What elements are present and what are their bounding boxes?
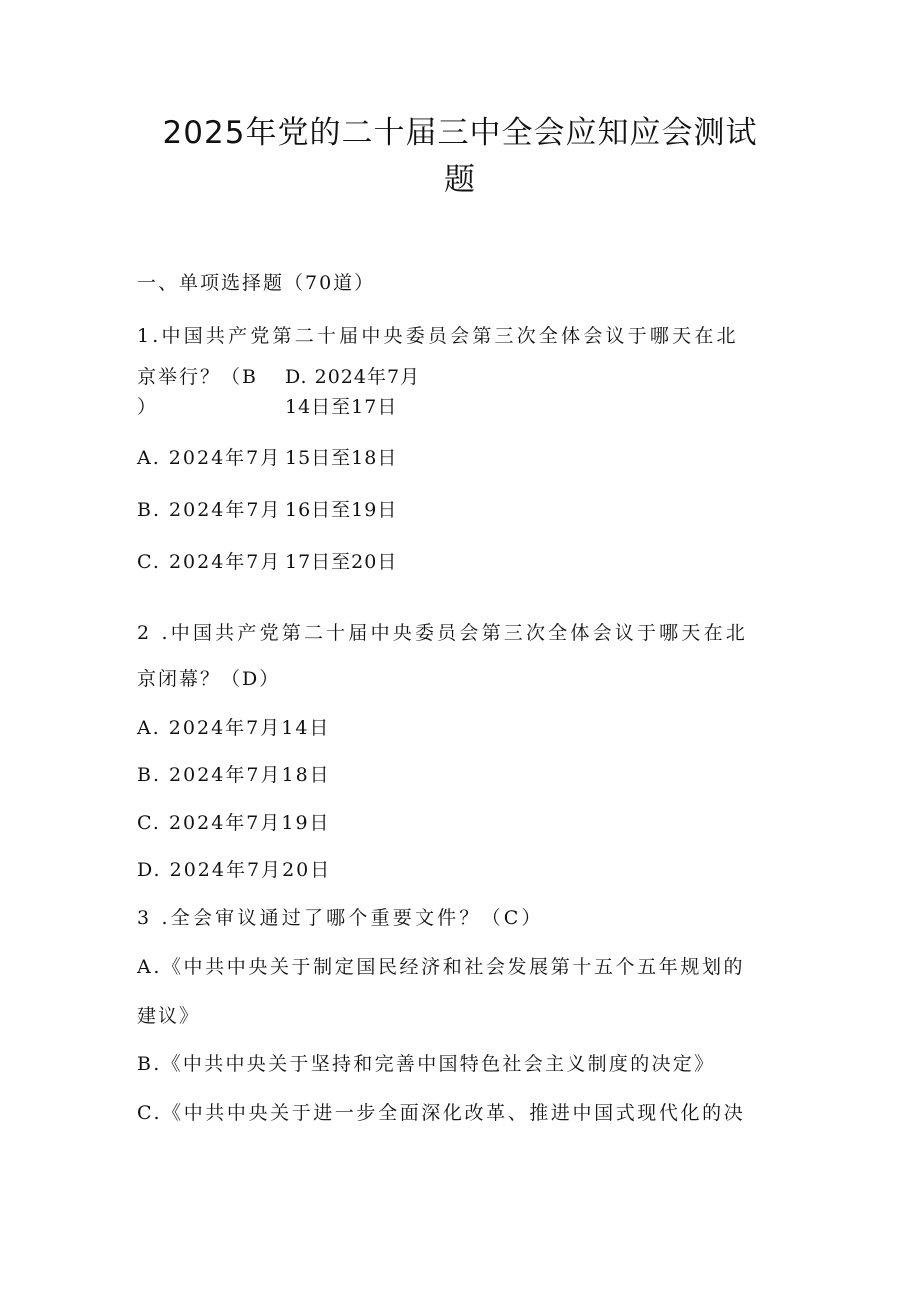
question-1-option-b-date: 16日至19日 [285,499,398,521]
question-1-option-a: A. 2024年7月 [137,447,282,469]
question-1-option-c: C. 2024年7月 [137,551,282,573]
title-line-1: 2025年党的二十届三中全会应知应会测试 [162,115,758,151]
question-1-option-a-date: 15日至18日 [285,447,398,469]
question-2-option-b: B. 2024年7月18日 [137,764,331,786]
question-1-option-d-part-1: D. 2024年7月 [285,366,421,388]
question-3-option-a-line-1: A.《中共中央关于制定国民经济和社会发展第十五个五年规划的 [137,956,746,978]
question-2-option-c: C. 2024年7月19日 [137,812,331,834]
question-2-option-a: A. 2024年7月14日 [137,717,331,739]
question-2-stem-line-1: 2 .中国共产党第二十届中央委员会第三次全体会议于哪天在北 [137,622,748,644]
question-3-stem: 3 .全会审议通过了哪个重要文件？（C） [137,907,544,929]
question-1-stem-line-2: 京举行？（B [137,366,258,388]
question-3-option-c: C.《中共中央关于进一步全面深化改革、推进中国式现代化的决 [137,1102,746,1124]
question-1-option-c-date: 17日至20日 [285,551,398,573]
document-title [120,110,800,204]
title-line-2: 题 [444,162,476,198]
question-2-option-d: D. 2024年7月20日 [137,859,332,881]
question-3-option-b: B.《中共中央关于坚持和完善中国特色社会主义制度的决定》 [137,1053,716,1075]
section-heading: 一、单项选择题（70道） [137,272,376,294]
question-1-stem-line-1: 1.中国共产党第二十届中央委员会第三次全体会议于哪天在北 [137,325,739,347]
question-1-option-b: B. 2024年7月 [137,499,282,521]
question-2-stem-line-2: 京闭幕？（D） [137,668,281,690]
question-1-stem-line-3: ） [137,396,159,418]
question-3-option-a-line-2: 建议》 [137,1005,201,1027]
question-1-option-d-part-2: 14日至17日 [285,396,398,418]
